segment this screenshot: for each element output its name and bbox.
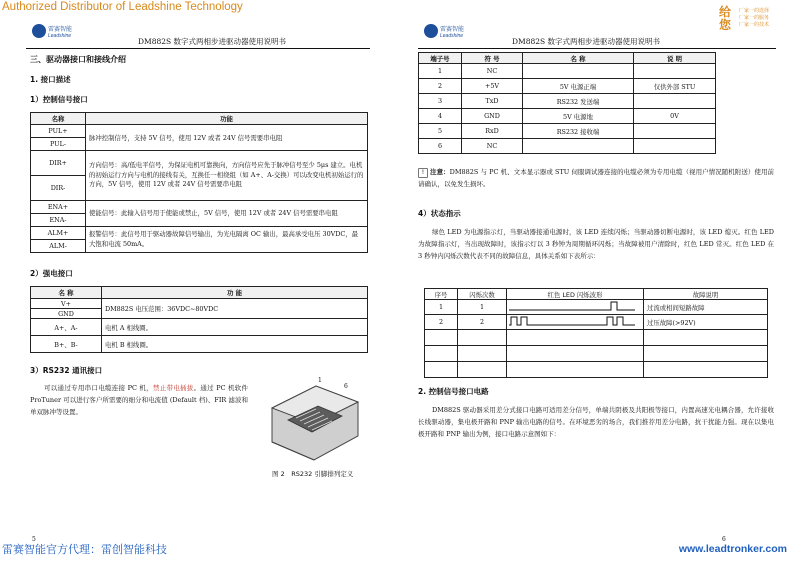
- fault-desc: [644, 346, 768, 362]
- rs232-text: 可以通过专用串口电缆连接 PC 机，: [44, 384, 153, 392]
- leadshine-logo-icon: [32, 24, 46, 38]
- pin-cell: [634, 94, 716, 109]
- rs232-paragraph: [30, 382, 248, 418]
- fault-waveform: [507, 300, 644, 315]
- pin-label: 1: [318, 377, 322, 384]
- fault-index: 1: [425, 300, 458, 315]
- table-header: 名 称: [31, 287, 102, 299]
- subsection-rs232: 3）RS232 通讯接口: [30, 366, 103, 375]
- fault-desc: [644, 362, 768, 378]
- pin-cell: 5V 电源地: [523, 109, 634, 124]
- brand-glyph-2: 您: [719, 18, 732, 32]
- pin-cell: 仅供外部 STU: [634, 79, 716, 94]
- power-name: B+、B-: [31, 336, 102, 353]
- circuit-paragraph: DM882S 驱动器采用差分式接口电路可适用差分信号，单端共阴极及共阳极等接口，内置高速光电耦合器，允许接收长线驱动器，集电极开路和 PNP 输出电路的信号。在环境恶劣的场合，我们推荐用差分电路，抗干扰能力强。现在以集电极开路和 PNP 输出为例，接口电路示意图如下：: [418, 406, 774, 438]
- logo-en: Leadshine: [48, 33, 72, 39]
- subsection-status: 4）状态指示: [418, 209, 461, 218]
- table-header: 功 能: [102, 287, 368, 299]
- subsection-circuit: 2. 控制信号接口电路: [418, 387, 489, 396]
- table-header: 符 号: [462, 53, 523, 64]
- signal-name: ALM+: [31, 227, 86, 240]
- fault-desc: [644, 330, 768, 346]
- signal-name: ALM-: [31, 240, 86, 253]
- pin-cell: [634, 139, 716, 154]
- pin-cell: [523, 139, 634, 154]
- pin-cell: +5V: [462, 79, 523, 94]
- fault-waveform: [507, 315, 644, 330]
- table-header: 功能: [86, 113, 368, 125]
- fault-index: 2: [425, 315, 458, 330]
- rj-connector-illustration: [258, 368, 368, 468]
- pin-cell: 2: [419, 79, 462, 94]
- note-label: 注意：: [430, 168, 450, 176]
- pin-cell: RS232 接收端: [523, 124, 634, 139]
- table-header: 说 明: [634, 53, 716, 64]
- fault-desc: 过压故障(>92V): [644, 315, 768, 330]
- table-header: 名称: [31, 113, 86, 125]
- doc-title: DM882S 数字式两相步进驱动器使用说明书: [512, 37, 661, 46]
- signal-desc: 脉冲控制信号，支持 5V 信号，使用 12V 或者 24V 信号需要串电阻: [86, 125, 368, 151]
- table-header: 故障说明: [644, 289, 768, 300]
- pin-cell: 4: [419, 109, 462, 124]
- pin-cell: 0V: [634, 109, 716, 124]
- signal-name: DIR+: [31, 151, 86, 176]
- signal-name: DIR-: [31, 176, 86, 201]
- power-desc: 电机 A 相线圈。: [102, 319, 368, 336]
- fault-count: [458, 362, 507, 378]
- pin-cell: [634, 64, 716, 79]
- signal-name: ENA-: [31, 214, 86, 227]
- fault-waveform: [507, 330, 644, 346]
- pin-cell: 1: [419, 64, 462, 79]
- fault-waveform: [507, 346, 644, 362]
- fault-desc: 过流或相间短路故障: [644, 300, 768, 315]
- brand-glyph-1: 给: [719, 5, 732, 19]
- rs232-text: 。通过 PC 机软件 ProTuner 可以进行客户所需要的细分和电流值 (Default 档)、FIR 滤波和单双脉冲等设置。: [30, 384, 249, 416]
- fault-index: [425, 346, 458, 362]
- power-table: [30, 286, 368, 353]
- fault-waveform: [507, 362, 644, 378]
- pin-cell: NC: [462, 64, 523, 79]
- page-number: 6: [722, 536, 726, 543]
- brand-tag: 厂家一的选择: [739, 8, 770, 14]
- waveform-1: [507, 300, 637, 312]
- fault-count: 1: [458, 300, 507, 315]
- fault-count: 2: [458, 315, 507, 330]
- pin-cell: 5: [419, 124, 462, 139]
- note-icon: !: [418, 168, 428, 178]
- logo-cn: 雷赛智能: [48, 26, 73, 33]
- leadshine-logo-icon: [424, 24, 438, 38]
- section-title: 三、驱动器接口和接线介绍: [30, 55, 126, 64]
- distributor-banner: Authorized Distributor of Leadshine Technology: [2, 1, 243, 13]
- brand-tag: 厂家一的服务: [739, 15, 770, 21]
- pin-cell: RS232 发送端: [523, 94, 634, 109]
- pin-cell: 3: [419, 94, 462, 109]
- page-header: [418, 18, 776, 49]
- control-signal-table: [30, 112, 368, 253]
- brand-tag: 厂家一的技术: [739, 22, 770, 28]
- power-name: A+、A-: [31, 319, 102, 336]
- logo-cn: 雷赛智能: [440, 26, 465, 33]
- rs232-warning: 禁止带电插拔: [152, 384, 194, 392]
- page-number: 5: [32, 536, 36, 543]
- signal-desc: 使能信号：此输入信号用于使能或禁止，5V 信号，使用 12V 或者 24V 信号需要串电阻: [86, 201, 368, 227]
- power-desc: 电机 B 相线圈。: [102, 336, 368, 353]
- fault-count: [458, 330, 507, 346]
- power-desc: DM882S 电压范围：36VDC~80VDC: [102, 299, 368, 319]
- cable-note: [418, 166, 774, 190]
- table-header: 名 称: [523, 53, 634, 64]
- page-header: [26, 18, 370, 49]
- pin-cell: GND: [462, 109, 523, 124]
- doc-title: DM882S 数字式两相步进驱动器使用说明书: [138, 37, 287, 46]
- pin-cell: RxD: [462, 124, 523, 139]
- footer-website-link[interactable]: www.leadtronker.com: [678, 543, 787, 555]
- table-header: 端子号: [419, 53, 462, 64]
- fault-count: [458, 346, 507, 362]
- power-name: V+: [31, 299, 102, 309]
- table-header: 红色 LED 闪烁波形: [507, 289, 644, 300]
- subsection-control-signal: 1）控制信号接口: [30, 95, 88, 104]
- pin-cell: TxD: [462, 94, 523, 109]
- table-header: 序号: [425, 289, 458, 300]
- note-text: DM882S 与 PC 机、文本显示器或 STU 伺服调试器连接的电缆必须为专用电缆（视用户情况随机附送）使用前请确认，以免发生损坏。: [418, 168, 775, 188]
- subsection-power: 2）强电接口: [30, 269, 73, 278]
- pin-cell: [634, 124, 716, 139]
- subsection-interface: 1. 接口描述: [30, 75, 71, 84]
- pin-label: 6: [344, 383, 348, 390]
- logo-en: Leadshine: [440, 33, 464, 39]
- fault-index: [425, 362, 458, 378]
- signal-name: PUL-: [31, 138, 86, 151]
- fault-table: [424, 288, 768, 378]
- pin-cell: 5V 电源正端: [523, 79, 634, 94]
- signal-name: ENA+: [31, 201, 86, 214]
- pin-cell: [523, 64, 634, 79]
- signal-desc: 方向信号：高/低电平信号，为保证电机可靠换向，方向信号应先于脉冲信号至少 5μs 建立。电机的初始运行方向与电机的接线有关，互换任一相绕组（如 A+、A-交换）可以改变电机初始运行的方向，5V 信号，使用 12V 或者 24V 信号需要串电阻: [86, 151, 368, 201]
- footer-agent: 雷赛智能官方代理：雷创智能科技: [2, 543, 167, 556]
- pin-cell: NC: [462, 139, 523, 154]
- signal-desc: 报警信号：此信号用于驱动器故障信号输出，为光电隔离 OC 输出，最高承受电压 30VDC，最大饱和电流 50mA。: [86, 227, 368, 253]
- status-paragraph: 绿色 LED 为电源指示灯，当驱动器接通电源时，该 LED 连续闪烁；当驱动器切断电源时，该 LED 熄灭。红色 LED 为故障指示灯，当出现故障时，该指示灯以 3 秒钟为周期循环闪烁；当故障被用户清除时，红色 LED 常灭。红色 LED 在 3 秒钟内闪烁次数代表不同的故障信息，具体关系如下表所示：: [418, 228, 774, 260]
- signal-name: PUL+: [31, 125, 86, 138]
- table-header: 闪烁次数: [458, 289, 507, 300]
- pin-cell: 6: [419, 139, 462, 154]
- power-name: GND: [31, 309, 102, 319]
- rs232-pin-table: [418, 52, 716, 154]
- figure-caption: 图 2 RS232 引脚排列定义: [272, 470, 354, 478]
- fault-index: [425, 330, 458, 346]
- waveform-2: [507, 315, 637, 327]
